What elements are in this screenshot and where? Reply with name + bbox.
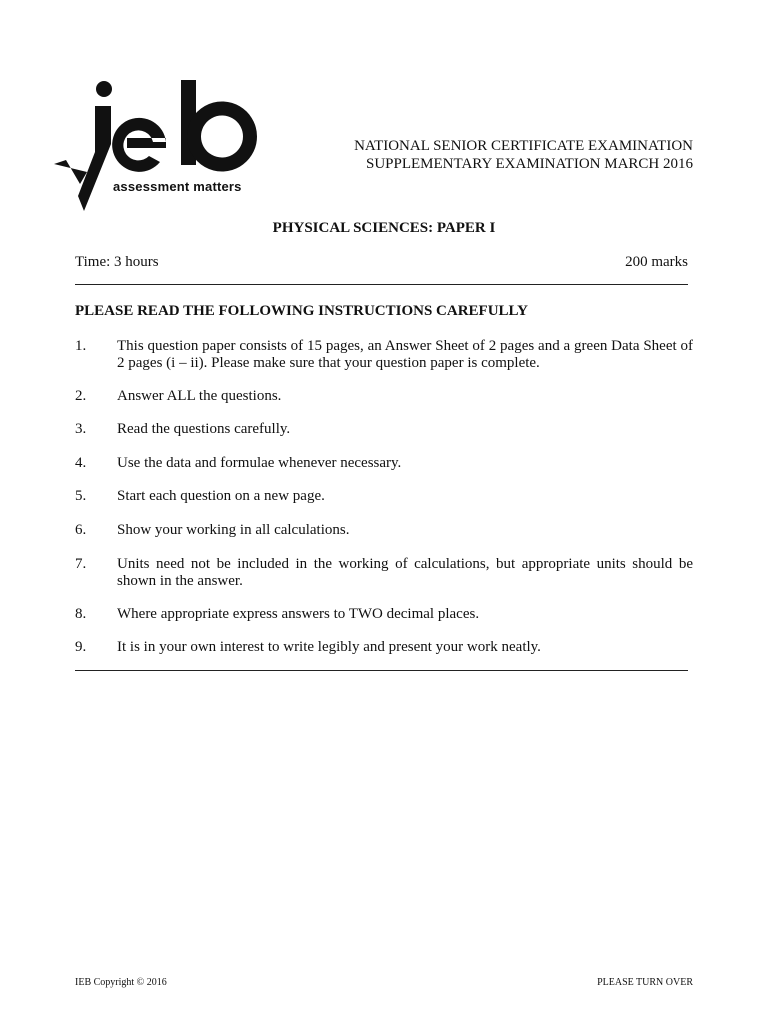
instruction-item <box>75 338 693 372</box>
instruction-text: Where appropriate express answers to TWO decimal places. <box>117 606 480 622</box>
instructions-heading: PLEASE READ THE FOLLOWING INSTRUCTIONS CAREFULLY <box>75 303 529 319</box>
instruction-number: 9. <box>75 639 87 655</box>
logo-letter-e <box>112 118 166 172</box>
time-allowed: Time: 3 hours <box>75 254 159 270</box>
bottom-divider <box>75 670 688 671</box>
paper-title: PHYSICAL SCIENCES: PAPER I <box>272 220 496 236</box>
instruction-text: Units need not be included in the working of calculations, but appropriate units should be shown in the answer. <box>117 556 693 589</box>
instruction-item <box>75 488 693 505</box>
ieb-logo <box>54 76 268 214</box>
instruction-text: Read the questions carefully. <box>117 421 291 437</box>
exam-line-2: SUPPLEMENTARY EXAMINATION MARCH 2016 <box>365 156 693 172</box>
logo-tagline: assessment matters <box>113 179 242 194</box>
instruction-item <box>75 522 693 539</box>
instruction-item <box>75 606 693 623</box>
time-marks-row <box>75 254 688 271</box>
total-marks: 200 marks <box>625 254 688 270</box>
instruction-number: 8. <box>75 606 87 622</box>
instruction-number: 4. <box>75 455 87 471</box>
logo-b-bowl <box>194 109 250 165</box>
instruction-number: 5. <box>75 488 87 504</box>
instruction-text: Use the data and formulae whenever necessary. <box>117 455 402 471</box>
instruction-item <box>75 556 693 590</box>
instruction-number: 7. <box>75 556 87 572</box>
instruction-text: Start each question on a new page. <box>117 488 325 504</box>
exam-line-1: NATIONAL SENIOR CERTIFICATE EXAMINATION <box>354 138 693 154</box>
top-divider <box>75 284 688 285</box>
instruction-number: 2. <box>75 388 87 404</box>
instruction-item <box>75 388 693 405</box>
instruction-item <box>75 421 693 438</box>
instruction-text: Answer ALL the questions. <box>117 388 282 404</box>
footer-turn-over: PLEASE TURN OVER <box>597 977 693 988</box>
instruction-number: 3. <box>75 421 87 437</box>
instruction-number: 6. <box>75 522 87 538</box>
instruction-text: Show your working in all calculations. <box>117 522 350 538</box>
instruction-item <box>75 455 693 472</box>
instruction-number: 1. <box>75 338 87 354</box>
instruction-text: It is in your own interest to write legibly and present your work neatly. <box>117 639 541 655</box>
exam-header <box>354 137 693 173</box>
logo-tick-left <box>54 160 87 184</box>
instruction-item <box>75 639 693 656</box>
logo-i-dot <box>96 81 112 97</box>
logo-i-stem <box>78 106 111 211</box>
instruction-text: This question paper consists of 15 pages, an Answer Sheet of 2 pages and a green Data Sheet of 2 pages (i – ii). Please make sure that your question paper is complete. <box>117 338 693 371</box>
footer-copyright: IEB Copyright © 2016 <box>75 977 167 988</box>
